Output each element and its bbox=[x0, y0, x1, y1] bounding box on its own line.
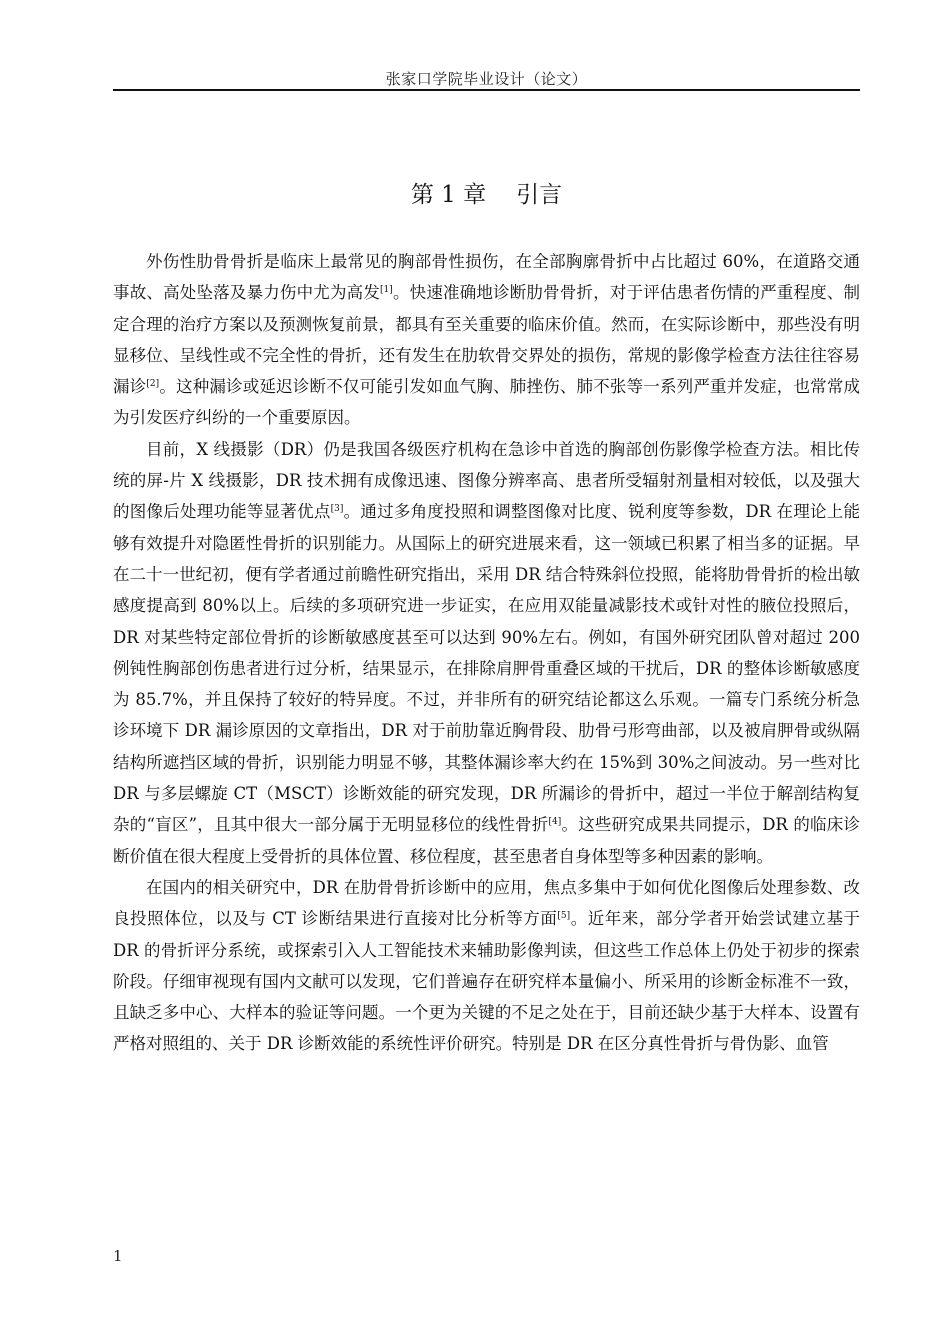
chapter-heading bbox=[113, 176, 860, 209]
citation-reference: [1] bbox=[380, 285, 393, 296]
paragraph-text: 。近年来，部分学者开始尝试建立基于 DR 的骨折评分系统，或探索引入人工智能技术来辅助影像判读，但这些工作总体上仍处于初步的探索阶段。仔细审视现有国内文献可以发现，它们普遍存在研究样本量偏小、所采用的诊断金标准不一致，且缺乏多中心、大样本的验证等问题。一个更为关键的不足之处在于，目前还缺少基于大样本、设置有严格对照组的、关于 DR 诊断效能的系统性评价研究。特别是 DR 在区分真性骨折与骨伪影、血管 bbox=[113, 909, 860, 1054]
body-paragraph bbox=[113, 246, 860, 434]
paragraph-text: 。这些研究成果共同提示，DR 的临床诊断价值在很大程度上受骨折的具体位置、移位程度，甚至患者自身体型等多种因素的影响。 bbox=[113, 815, 860, 866]
chapter-number: 第 1 章 bbox=[410, 182, 487, 208]
body-paragraph bbox=[113, 872, 860, 1060]
citation-reference: [3] bbox=[330, 504, 344, 515]
body-text bbox=[113, 246, 860, 1060]
paragraph-text: 。通过多角度投照和调整图像对比度、锐利度等参数，DR 在理论上能够有效提升对隐匿性骨折的识别能力。从国际上的研究进展来看，这一领域已积累了相当多的证据。早在二十一世纪初，便有学者通过前瞻性研究指出，采用 DR 结合特殊斜位投照，能将肋骨骨折的检出敏感度提高到 80%以上。后续的多项研究进一步证实，在应用双能量减影技术或针对性的腋位投照后，DR 对某些特定部位骨折的诊断敏感度甚至可以达到 90%左右。例如，有国外研究团队曾对超过 200 例钝性胸部创伤患者进行过分析，结果显示，在排除肩胛骨重叠区域的干扰后，DR 的整体诊断敏感度为 85.7%，并且保持了较好的特异度。不过，并非所有的研究结论都这么乐观。一篇专门系统分析急诊环境下 DR 漏诊原因的文章指出，DR 对于前肋靠近胸骨段、肋骨弓形弯曲部，以及被肩胛骨或纵隔结构所遮挡区域的骨折，识别能力明显不够，其整体漏诊率大约在 15%到 30%之间波动。另一些对比 DR 与多层螺旋 CT（MSCT）诊断效能的研究发现，DR 所漏诊的骨折中，超过一半位于解剖结构复杂的“盲区”，且其中很大一部分属于无明显移位的线性骨折 bbox=[113, 502, 861, 835]
paragraph-text: 外伤性肋骨骨折是临床上最常见的胸部骨性损伤，在全部胸廓骨折中占比超过 60%，在道路交通事故、高处坠落及暴力伤中尤为高发 bbox=[113, 252, 860, 303]
paragraph-text: 。这种漏诊或延迟诊断不仅可能引发如血气胸、肺挫伤、肺不张等一系列严重并发症，也常常成为引发医疗纠纷的一个重要原因。 bbox=[113, 377, 860, 428]
citation-reference: [4] bbox=[548, 817, 562, 828]
paragraph-text: 。快速准确地诊断肋骨骨折，对于评估患者伤情的严重程度、制定合理的治疗方案以及预测恢复前景，都具有至关重要的临床价值。然而，在实际诊断中，那些没有明显移位、呈线性或不完全性的骨折，还有发生在肋软骨交界处的损伤，常规的影像学检查方法往往容易漏诊 bbox=[113, 283, 860, 397]
body-paragraph bbox=[113, 434, 860, 872]
citation-reference: [2] bbox=[146, 379, 160, 390]
paragraph-text: 目前，X 线摄影（DR）仍是我国各级医疗机构在急诊中首选的胸部创伤影像学检查方法。相比传统的屏-片 X 线摄影，DR 技术拥有成像迅速、图像分辨率高、患者所受辐射剂量相对较低，以及强大的图像后处理功能等显著优点 bbox=[113, 439, 860, 522]
chapter-title-text: 引言 bbox=[516, 182, 563, 208]
citation-reference: [5] bbox=[557, 911, 571, 922]
page-number: 1 bbox=[113, 1247, 123, 1265]
running-header: 张家口学院毕业设计（论文） bbox=[385, 70, 588, 88]
header-divider bbox=[113, 89, 860, 91]
paragraph-text: 在国内的相关研究中，DR 在肋骨骨折诊断中的应用，焦点多集中于如何优化图像后处理参数、改良投照体位，以及与 CT 诊断结果进行直接对比分析等方面 bbox=[113, 877, 860, 929]
